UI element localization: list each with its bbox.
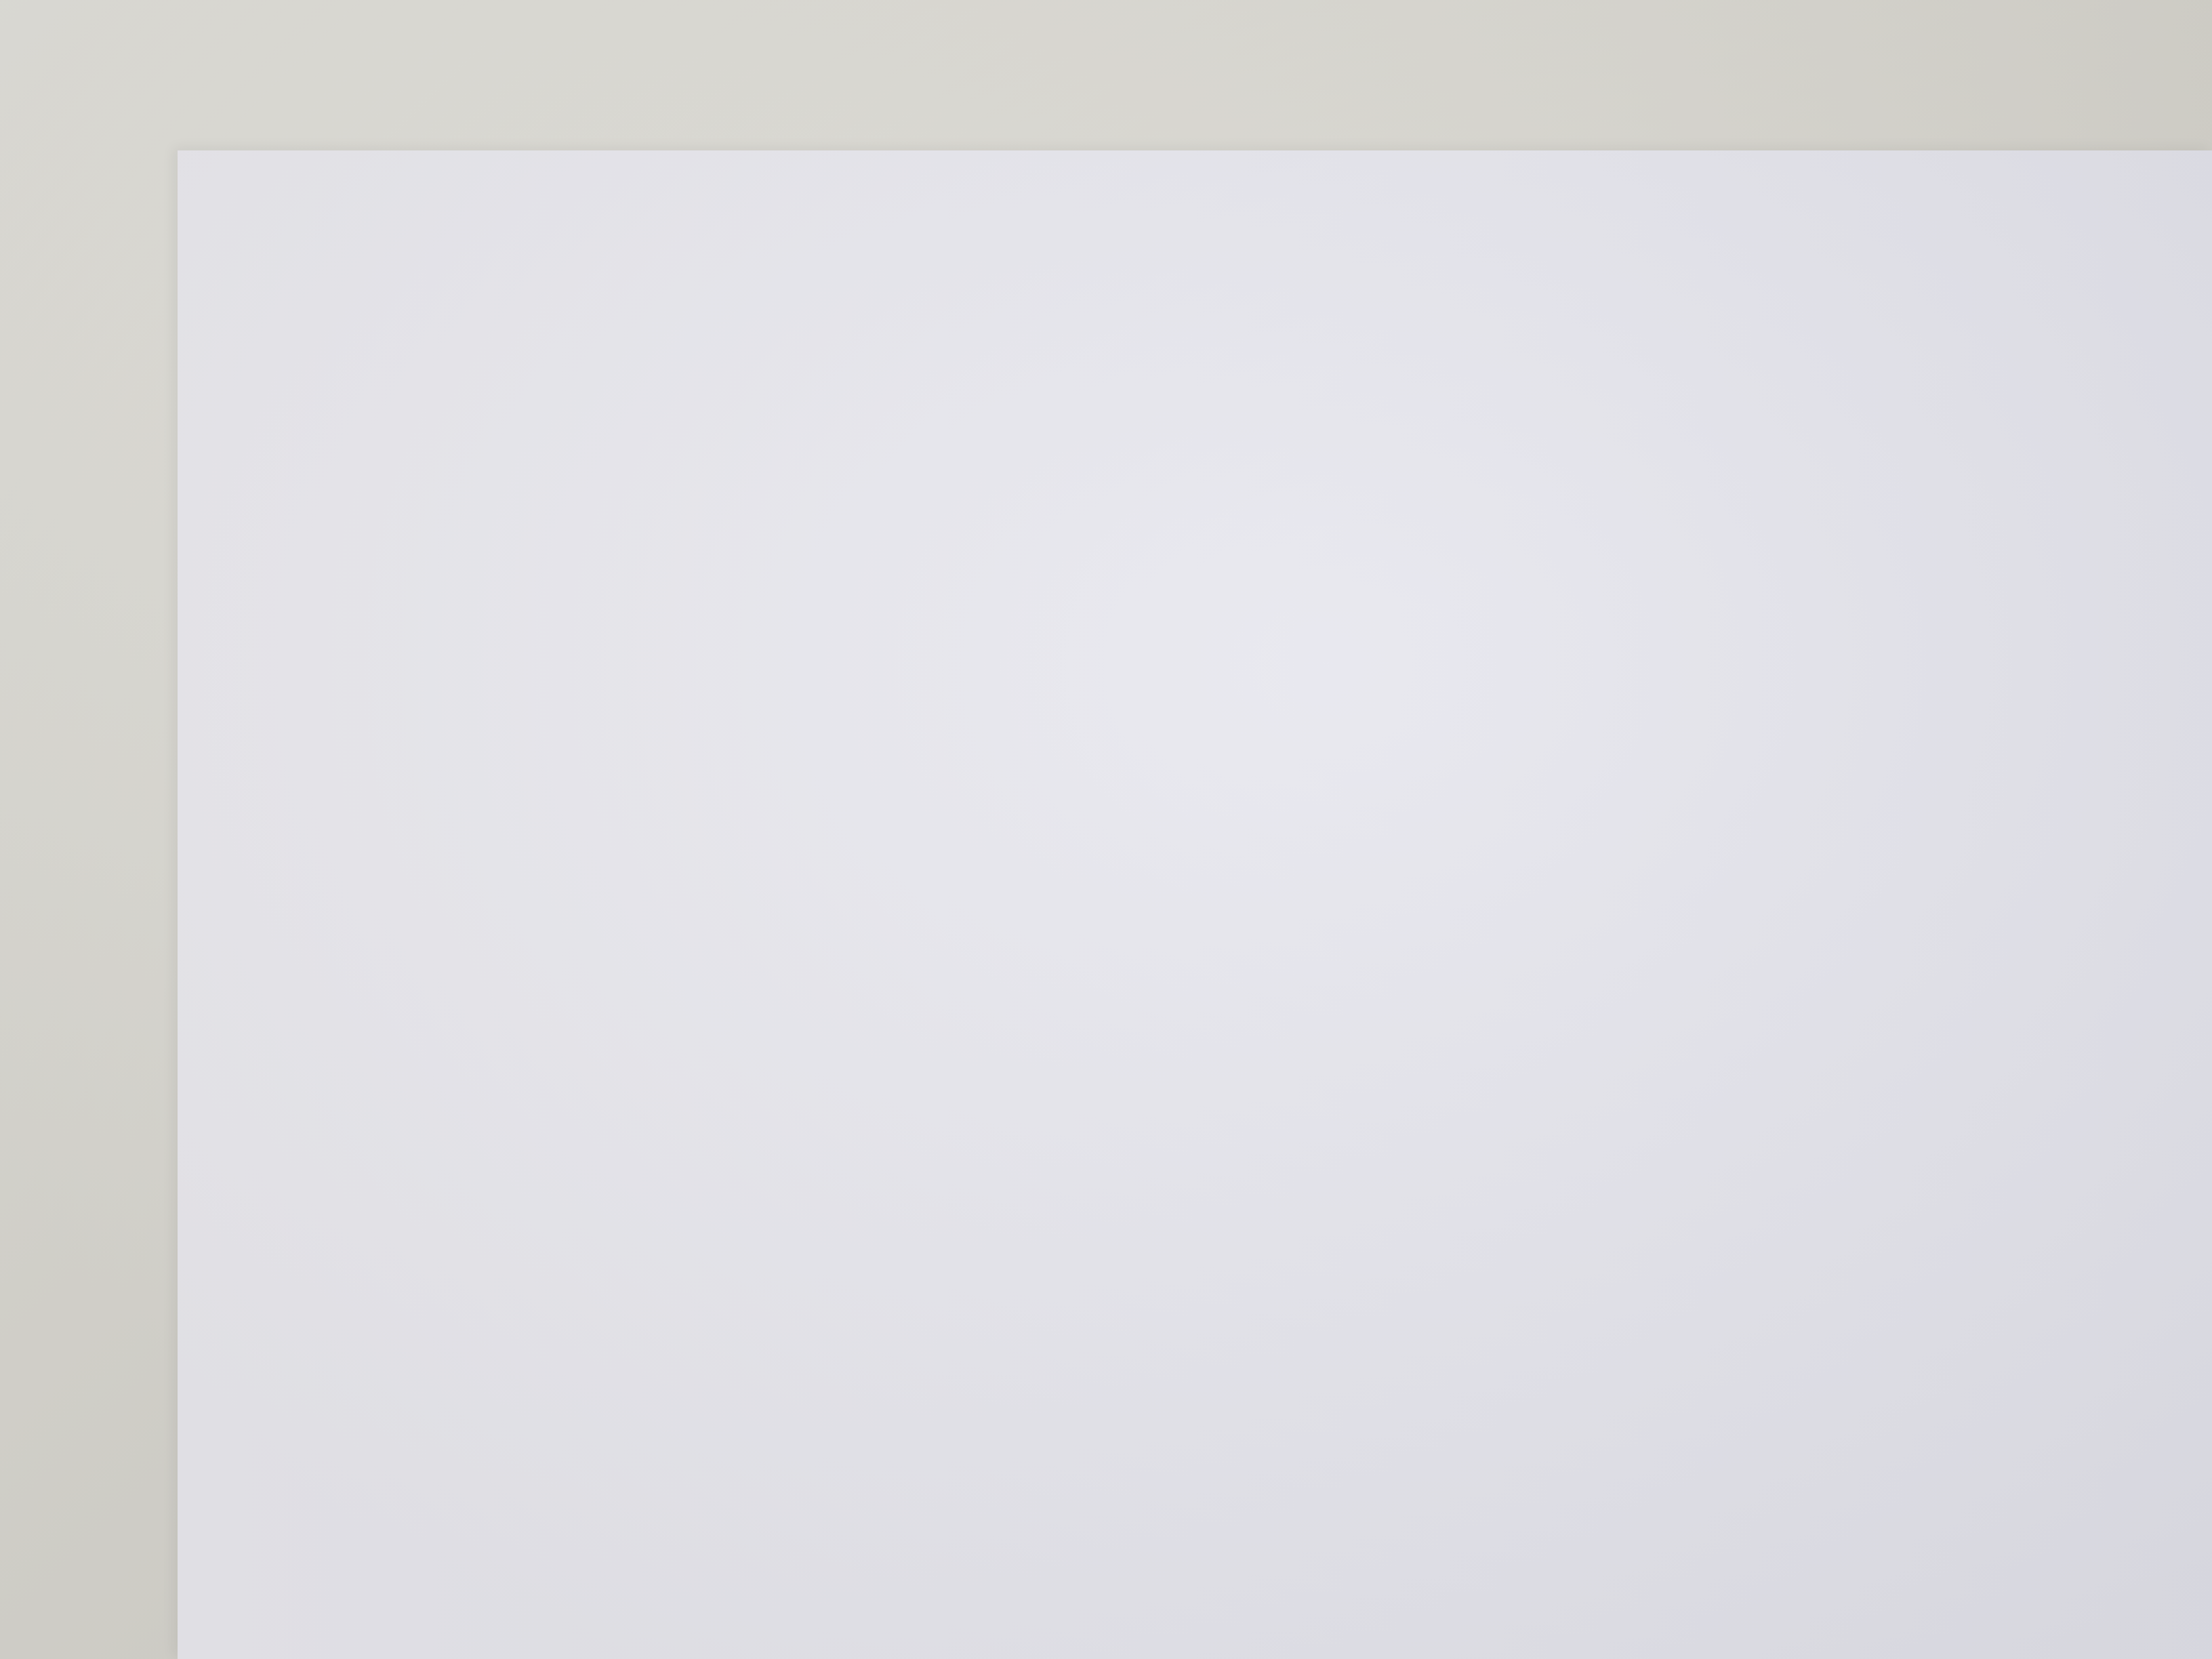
- paper-sheet: [178, 150, 2212, 1659]
